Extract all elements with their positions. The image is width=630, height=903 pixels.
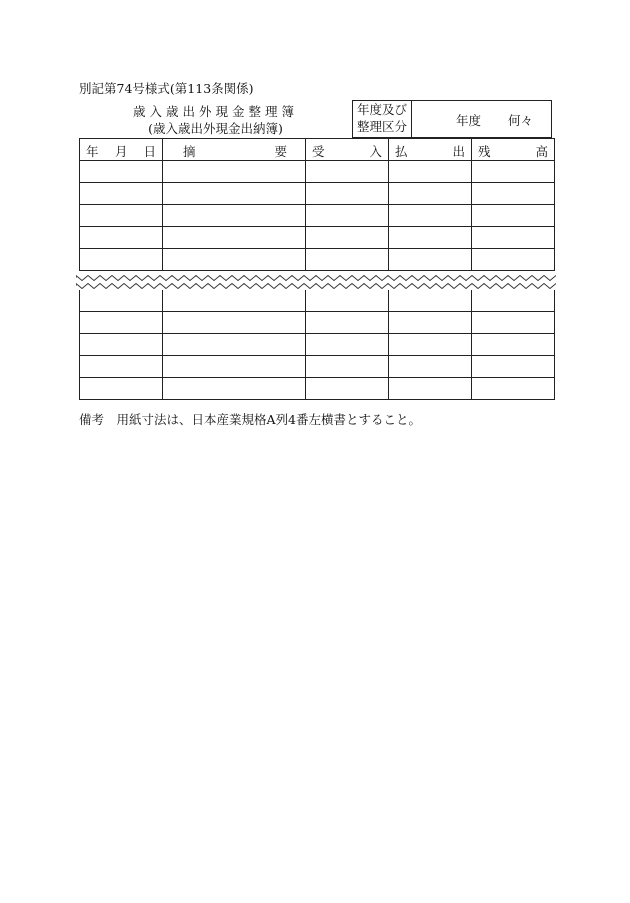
nendo-label-line2: 整理区分 xyxy=(356,119,407,134)
table-cell xyxy=(163,205,306,227)
form-label: 別記第74号様式(第113条関係) xyxy=(79,81,254,96)
ledger-table-top xyxy=(79,138,555,271)
table-row xyxy=(80,290,555,312)
table-cell xyxy=(80,161,163,183)
table-cell xyxy=(472,334,555,356)
table-cell xyxy=(163,290,306,312)
table-cell xyxy=(306,356,389,378)
table-cell xyxy=(389,161,472,183)
table-cell xyxy=(389,356,472,378)
table-cell xyxy=(306,378,389,400)
table-cell xyxy=(389,249,472,271)
table-row xyxy=(80,378,555,400)
table-cell xyxy=(80,290,163,312)
table-cell xyxy=(472,161,555,183)
table-row xyxy=(80,205,555,227)
table-cell xyxy=(80,334,163,356)
column-receipt-c2: 入 xyxy=(369,144,382,159)
table-cell xyxy=(472,249,555,271)
column-payment-c2: 出 xyxy=(452,144,465,159)
table-cell xyxy=(80,312,163,334)
table-row xyxy=(80,356,555,378)
column-date-month: 月 xyxy=(115,144,128,159)
column-summary xyxy=(163,139,306,161)
column-summary-c2: 要 xyxy=(274,144,287,159)
column-balance-c2: 高 xyxy=(535,144,548,159)
ledger-table-bottom xyxy=(79,290,555,400)
table-cell xyxy=(306,334,389,356)
table-cell xyxy=(472,290,555,312)
column-summary-c1: 摘 xyxy=(183,144,196,159)
table-row xyxy=(80,183,555,205)
table-cell xyxy=(80,183,163,205)
column-header-row xyxy=(80,139,555,161)
table-cell xyxy=(306,227,389,249)
table-cell xyxy=(80,249,163,271)
nendo-label-line1: 年度及び xyxy=(356,102,407,117)
column-date xyxy=(80,139,163,161)
table-cell xyxy=(163,183,306,205)
table-row xyxy=(80,227,555,249)
table-cell xyxy=(306,205,389,227)
table-cell xyxy=(163,356,306,378)
table-cell xyxy=(306,312,389,334)
table-cell xyxy=(472,183,555,205)
table-cell xyxy=(163,312,306,334)
ledger-header xyxy=(79,100,552,137)
column-balance xyxy=(472,139,555,161)
column-date-day: 日 xyxy=(143,144,156,159)
table-cell xyxy=(80,356,163,378)
table-cell xyxy=(306,183,389,205)
table-cell xyxy=(389,290,472,312)
table-row xyxy=(80,161,555,183)
table-cell xyxy=(80,378,163,400)
column-payment xyxy=(389,139,472,161)
ledger-title: 歳入歳出外現金整理簿 xyxy=(132,104,298,119)
column-date-year: 年 xyxy=(86,144,99,159)
table-row xyxy=(80,249,555,271)
table-cell xyxy=(472,312,555,334)
table-row xyxy=(80,334,555,356)
title-box xyxy=(79,100,352,137)
ledger-subtitle: (歳入歳出外現金出納簿) xyxy=(148,121,283,136)
table-cell xyxy=(389,378,472,400)
table-cell xyxy=(389,312,472,334)
table-cell xyxy=(472,356,555,378)
nendo-category: 何々 xyxy=(508,113,534,128)
table-cell xyxy=(472,227,555,249)
table-cell xyxy=(472,205,555,227)
table-cell xyxy=(163,227,306,249)
table-cell xyxy=(163,249,306,271)
page-break-wave xyxy=(76,272,556,292)
table-cell xyxy=(163,378,306,400)
remark-note: 備考 用紙寸法は、日本産業規格A列4番左横書とすること。 xyxy=(79,412,421,427)
table-cell xyxy=(306,249,389,271)
table-cell xyxy=(389,334,472,356)
table-cell xyxy=(306,290,389,312)
nendo-year: 年度 xyxy=(456,113,482,128)
table-cell xyxy=(306,161,389,183)
table-cell xyxy=(389,183,472,205)
table-cell xyxy=(389,227,472,249)
table-cell xyxy=(163,334,306,356)
table-row xyxy=(80,312,555,334)
table-cell xyxy=(163,161,306,183)
table-cell xyxy=(80,205,163,227)
table-cell xyxy=(389,205,472,227)
nendo-label-box xyxy=(352,100,412,138)
column-payment-c1: 払 xyxy=(395,144,408,159)
column-receipt xyxy=(306,139,389,161)
table-cell xyxy=(80,227,163,249)
column-balance-c1: 残 xyxy=(478,144,491,159)
column-receipt-c1: 受 xyxy=(312,144,325,159)
nendo-value-box xyxy=(411,100,552,138)
table-cell xyxy=(472,378,555,400)
